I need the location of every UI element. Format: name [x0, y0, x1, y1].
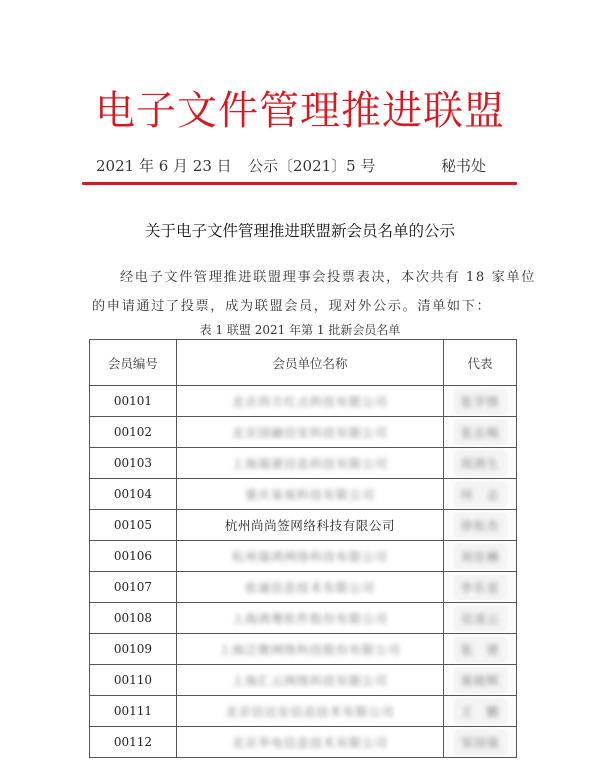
- table-row: [90, 634, 517, 665]
- table-row: [90, 386, 517, 417]
- table-caption: 表 1 联盟 2021 年第 1 批新会员名单: [199, 323, 401, 337]
- member-name-cell: [176, 541, 443, 572]
- representative-redaction-box: [455, 576, 506, 599]
- representative-redaction-box: [455, 669, 506, 692]
- table-row: [90, 603, 517, 634]
- notice-paragraph-line-1: 经电子文件管理推进联盟理事会投票表决，本次共有 18 家单位: [120, 270, 537, 285]
- table-row: [90, 727, 517, 758]
- representative-redaction-box: [455, 390, 506, 413]
- representative-name-blurred: 张志梅: [460, 425, 500, 440]
- member-name-blurred: 北京信达安信息技术有限公司: [225, 704, 395, 719]
- representative-cell: [444, 665, 517, 696]
- representative-cell: [444, 479, 517, 510]
- representative-cell: [444, 510, 517, 541]
- member-name-cell: [176, 696, 443, 727]
- representative-name-blurred: 徐衔杰: [460, 518, 500, 533]
- doc-date: 2021 年 6 月 23 日: [96, 157, 232, 175]
- member-name-blurred: 北京华电信息技术有限公司: [231, 735, 388, 750]
- member-name-cell: [176, 603, 443, 634]
- representative-cell: [444, 541, 517, 572]
- header-member-id: 会员编号: [90, 340, 177, 386]
- representative-redaction-box: [455, 545, 506, 568]
- representative-name-blurred: 秦晓辉: [460, 673, 500, 688]
- table-row: [90, 448, 517, 479]
- member-id-cell: 00111: [90, 696, 177, 727]
- member-id-cell: 00112: [90, 727, 177, 758]
- member-id-cell: 00104: [90, 479, 177, 510]
- representative-cell: [444, 386, 517, 417]
- red-divider-line: [82, 182, 517, 185]
- member-name-blurred: 依诚信息技术有限公司: [244, 580, 375, 595]
- notice-title: 关于电子文件管理推进联盟新会员名单的公示: [144, 222, 455, 240]
- representative-name-blurred: 张学锋: [460, 394, 500, 409]
- representative-cell: [444, 417, 517, 448]
- member-name-cell: [176, 634, 443, 665]
- member-name-blurred: 上海鸿骞软件股份有限公司: [231, 611, 388, 626]
- table-row: [90, 510, 517, 541]
- representative-cell: [444, 634, 517, 665]
- representative-name-blurred: 吴凌云: [460, 611, 500, 626]
- representative-name-blurred: 李乐星: [460, 580, 500, 595]
- member-table: [89, 339, 517, 758]
- table-row: [90, 572, 517, 603]
- representative-cell: [444, 572, 517, 603]
- member-name-cell: [176, 727, 443, 758]
- member-name-cell: [176, 510, 443, 541]
- member-id-cell: 00110: [90, 665, 177, 696]
- representative-redaction-box: [455, 700, 506, 723]
- representative-redaction-box: [455, 731, 506, 754]
- member-name-cell: [176, 572, 443, 603]
- table-header-row: [90, 340, 517, 386]
- member-name-blurred: 北京西方红点科技有限公司: [231, 394, 388, 409]
- member-name-blurred: 上海泛微网络科技股份有限公司: [218, 642, 401, 657]
- header-member-name: 会员单位名称: [176, 340, 443, 386]
- member-name-blurred: 杭州瑞鸿网络科技有限公司: [231, 549, 388, 564]
- representative-cell: [444, 727, 517, 758]
- representative-redaction-box: [455, 638, 506, 661]
- member-id-cell: 00101: [90, 386, 177, 417]
- member-name: 杭州尚尚签网络科技有限公司: [224, 518, 396, 533]
- notice-paragraph-line-2: 的申请通过了投票，成为联盟会员，现对外公示。清单如下：: [92, 299, 492, 314]
- representative-redaction-box: [455, 514, 506, 537]
- representative-name-blurred: 张 建: [460, 642, 500, 657]
- representative-redaction-box: [455, 421, 506, 444]
- header-representative: 代表: [444, 340, 517, 386]
- member-name-blurred: 上海瑞建信息科技有限公司: [231, 456, 388, 471]
- member-name-cell: [176, 386, 443, 417]
- representative-cell: [444, 603, 517, 634]
- table-row: [90, 417, 517, 448]
- member-id-cell: 00109: [90, 634, 177, 665]
- table-row: [90, 541, 517, 572]
- representative-name-blurred: 周鸿生: [460, 456, 500, 471]
- doc-issuer: 秘书处: [441, 157, 487, 175]
- representative-name-blurred: 刘佳楠: [460, 549, 500, 564]
- member-id-cell: 00105: [90, 510, 177, 541]
- representative-name-blurred: 邹国强: [460, 735, 500, 750]
- representative-name-blurred: 何 志: [460, 487, 500, 502]
- member-table-body: [90, 386, 517, 758]
- member-id-cell: 00106: [90, 541, 177, 572]
- representative-cell: [444, 696, 517, 727]
- table-row: [90, 479, 517, 510]
- member-name-cell: [176, 479, 443, 510]
- member-name-cell: [176, 448, 443, 479]
- member-id-cell: 00107: [90, 572, 177, 603]
- representative-redaction-box: [455, 607, 506, 630]
- member-id-cell: 00103: [90, 448, 177, 479]
- member-name-cell: [176, 665, 443, 696]
- member-id-cell: 00108: [90, 603, 177, 634]
- table-row: [90, 665, 517, 696]
- masthead-org-title: 电子文件管理推进联盟: [95, 88, 505, 134]
- representative-redaction-box: [455, 452, 506, 475]
- member-name-blurred: 重庆易视科技有限公司: [244, 487, 375, 502]
- representative-redaction-box: [455, 483, 506, 506]
- member-name-blurred: 北京国融信安科技有限公司: [231, 425, 388, 440]
- member-name-cell: [176, 417, 443, 448]
- member-id-cell: 00102: [90, 417, 177, 448]
- member-name-blurred: 上海汇云网络科技有限公司: [231, 673, 388, 688]
- representative-name-blurred: 王 鹏: [460, 704, 500, 719]
- table-row: [90, 696, 517, 727]
- representative-cell: [444, 448, 517, 479]
- doc-number: 公示〔2021〕5 号: [248, 157, 376, 175]
